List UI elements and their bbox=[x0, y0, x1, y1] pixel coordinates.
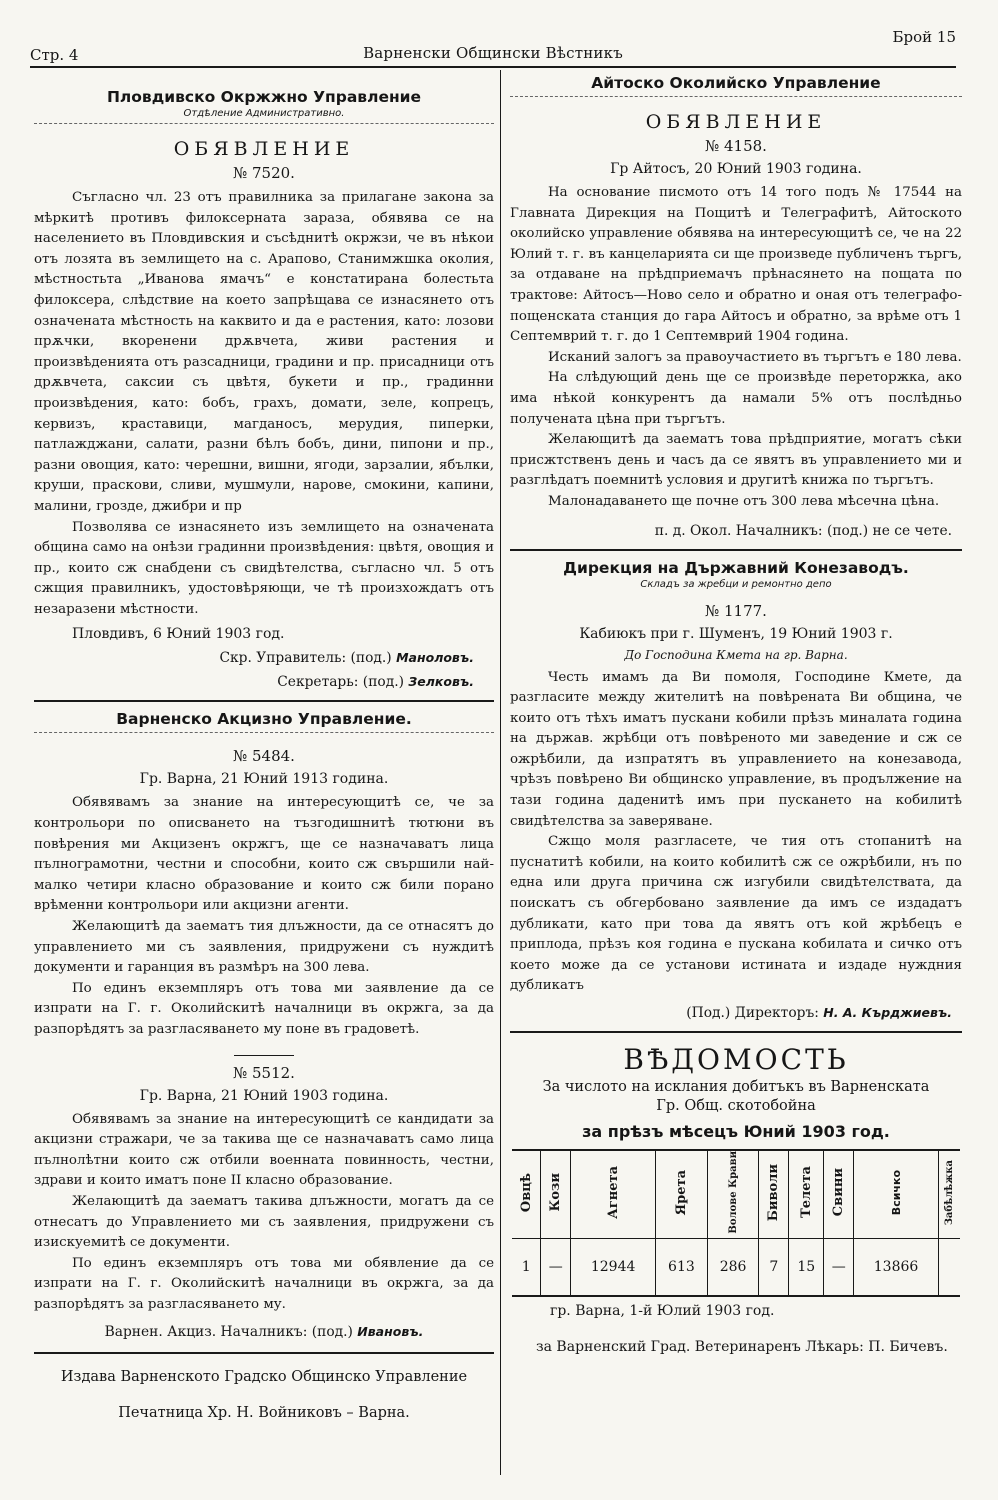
signature: п. д. Окол. Началникъ: (под.) не се чете. bbox=[654, 522, 952, 539]
table-header bbox=[789, 1150, 824, 1238]
header-label: Агнета bbox=[605, 1165, 621, 1219]
paragraph: Честь имамъ да Ви помоля, Господине Кмете, да разгласите между жителитѣ на повѣрената Ви община, че които отъ тѣхъ иматъ пускани кобили прѣзъ миналата година на държав. жрѣбци отъ повѣреното ми заведение и сж се ожрѣбили, да изпратятъ въ управлението на конезавода, чрѣзъ повѣрено Ви общинско управление, въ продължение на тази година даденитѣ имъ при пускането на кобилитѣ свидѣтелства за заверяване. bbox=[510, 669, 962, 829]
table-header bbox=[656, 1150, 708, 1238]
akciz-announcements bbox=[34, 710, 494, 1339]
table-header bbox=[707, 1150, 759, 1238]
signature-role: (Под.) Директоръ: bbox=[686, 1005, 819, 1021]
paragraph: Сжщо моля разгласете, че тия отъ стопанитѣ на пуснатитѣ кобили, на които кобилитѣ сж се ожрѣбили, нъ по една или друга причина сж изгубили свидѣтелствата, да поискатъ съ обгербовано заявление да имъ се издадатъ дубликати, като при това да явятъ отъ кой жрѣбецъ е приплода, прѣзъ коя година е пускана кобилата и сичко отъ което може да се установи истината и издаде нуждния дубликатъ bbox=[510, 834, 962, 994]
left-column bbox=[34, 70, 494, 1428]
header-rule bbox=[30, 66, 956, 68]
announcement-number: № 5512. bbox=[233, 1063, 295, 1082]
signature-name: Зелковъ. bbox=[408, 674, 474, 690]
table-cell: 613 bbox=[656, 1238, 708, 1296]
table-header bbox=[571, 1150, 656, 1238]
section-rule bbox=[34, 700, 494, 702]
announcement-heading: ОБЯВЛЕНИЕ bbox=[645, 111, 827, 133]
table-cell: — bbox=[824, 1238, 854, 1296]
right-column bbox=[510, 70, 962, 1355]
signature-name: Ивановъ. bbox=[357, 1323, 424, 1339]
header-label: Ярета bbox=[673, 1169, 689, 1215]
section-title: Пловдивско Окржжно Управление bbox=[106, 88, 422, 106]
announcement-date: Гр. Варна, 21 Юний 1913 година. bbox=[139, 771, 389, 788]
table-cell: 7 bbox=[759, 1238, 789, 1296]
place-date: Пловдивъ, 6 Юний 1903 год. bbox=[72, 626, 285, 643]
paragraph: Съгласно чл. 23 отъ правилника за прилагане закона за мѣркитѣ противъ филоксерната зараза, обявява се на населението въ Пловдивския и съсѣднитѣ окржзи, че въ нѣкои отъ лозята въ землището на с. Арапово, Станимжшка околия, мѣстностьта „Иванова ямачъ“ е констатирана болестьта филоксера, слѣдствие на което запрѣщава се изнасянето отъ означената мѣстность на каквито и да е растения, като: лозови прѫчки, вкоренени дрѫвчета, живи растения и произвѣденията отъ разсадници, градини и пр. присадници отъ дрѫвчета, саксии съ цвѣтя, букети и пр., градинни произвѣдения, като: бобъ, грахъ, домати, зеле, копрецъ, кервизъ, краставици, магданосъ, мерудия, пиперки, патлажджани, салати, разни бѣлъ бобъ, дини, пипони и пр., разни овощия, като: черешни, вишни, ягоди, зарзалии, ябълки, круши, праскови, сливи, мушмули, нарове, смокини, капини, малини, грозде, джибри и пр bbox=[34, 190, 494, 514]
paragraph: По единъ екземпляръ отъ това ми обявление да се изпрати на Г. г. Околийскитѣ началници въ окржга, за да разпорѣдятъ за разгласяването му. bbox=[34, 1255, 494, 1312]
table-header bbox=[512, 1150, 541, 1238]
signature bbox=[510, 1005, 962, 1021]
table-cell: 15 bbox=[789, 1238, 824, 1296]
issue-number: Брой 15 bbox=[892, 28, 956, 46]
paragraph: Обявявамъ за знание на интересующитѣ се кандидати за акцизни стражари, че за такива ще се назначаватъ само лица пълнолѣтни които сж отбили военната повинность, честни, здрави и които иматъ поне II класно образование. bbox=[34, 1111, 494, 1189]
table-cell: 12944 bbox=[571, 1238, 656, 1296]
section-rule bbox=[510, 1031, 962, 1033]
announcement-number: № 5484. bbox=[233, 747, 295, 766]
table-cell bbox=[938, 1238, 960, 1296]
table-header bbox=[824, 1150, 854, 1238]
table-cell: 286 bbox=[707, 1238, 759, 1296]
letter-number: № 1177. bbox=[705, 601, 767, 620]
wavy-rule bbox=[34, 732, 494, 733]
section-subtitle: Отдѣление Административно. bbox=[183, 108, 345, 119]
section-rule bbox=[34, 1352, 494, 1354]
header-label: Всичко bbox=[889, 1169, 903, 1215]
table-row bbox=[512, 1238, 960, 1296]
section-rule bbox=[510, 549, 962, 551]
letter-addressee: До Господина Кмета на гр. Варна. bbox=[624, 647, 848, 662]
announcement-date: Гр. Варна, 21 Юний 1903 година. bbox=[139, 1087, 389, 1104]
section-subtitle: Складъ за жребци и ремонтно депо bbox=[640, 578, 832, 590]
page-header bbox=[30, 24, 956, 64]
newspaper-title: Варненски Общински Вѣстникъ bbox=[363, 44, 623, 62]
table-cell: 13866 bbox=[854, 1238, 939, 1296]
report-signature: за Варненский Град. Ветеринаренъ Лѣкарь: П. Бичевъ. bbox=[536, 1338, 948, 1355]
table-header bbox=[759, 1150, 789, 1238]
section-title: Айтоско Околийско Управление bbox=[591, 74, 881, 92]
signature-name: Маноловъ. bbox=[396, 650, 474, 666]
signature bbox=[34, 674, 484, 690]
aitos-announcement bbox=[510, 74, 962, 539]
announcement-date: Гр Айтосъ, 20 Юний 1903 година. bbox=[610, 161, 862, 177]
paragraph: Желающитѣ да заематъ такива длъжности, могатъ да се отнесатъ до Управлението ми съ заявления, придружени съ изискуемитѣ се документи. bbox=[34, 1193, 494, 1251]
announcement-number: № 7520. bbox=[233, 164, 295, 182]
table-header-row bbox=[512, 1150, 960, 1238]
signature-role: Секретарь: (под.) bbox=[277, 674, 404, 691]
signature bbox=[34, 650, 484, 666]
publisher-line: Издава Варненското Градско Общинско Управление bbox=[60, 1368, 468, 1385]
column-divider bbox=[500, 70, 501, 1475]
printer-line: Печатница Хр. Н. Войниковъ – Варна. bbox=[118, 1404, 410, 1421]
paragraph: На основание писмото отъ 14 того подъ № 17544 на Главната Дирекция на Пощитѣ и Телеграфитѣ, Айтоското околийско управление обявява на интересующитѣ се, че на 22 Юлий т. г. въ канцеларията си ще произведе публиченъ търгъ, за отдаване на прѣдприемачъ прѣнасянето на пощата по трактове: Айтосъ—Ново село и обратно и оная отъ телеграфо-пощенската станция до гара Айтосъ и обратно, за врѣме отъ 1 Септемврий т. г. до 1 Септемврий 1904 година. bbox=[510, 185, 962, 345]
table-header bbox=[938, 1150, 960, 1238]
table-cell: — bbox=[541, 1238, 571, 1296]
page-number: Стр. 4 bbox=[30, 46, 79, 64]
signature bbox=[34, 1324, 494, 1340]
announcement-heading: ОБЯВЛЕНИЕ bbox=[173, 138, 355, 160]
wavy-rule bbox=[510, 96, 962, 97]
header-label: Волове Крави bbox=[727, 1151, 739, 1234]
section-title: Варненско Акцизно Управление. bbox=[116, 710, 412, 729]
table-header bbox=[854, 1150, 939, 1238]
paragraph: Позволява се изнасянето изъ землището на означената община само на онѣзи градинни произвѣдения: цвѣтя, овощия и пр., които сж снабдени съ свидѣтелства, съгласно чл. 5 отъ сжщия правилникъ, удостовѣряющи, че тѣ произхождатъ отъ незаразени мѣстности. bbox=[34, 519, 494, 617]
paragraph: На слѣдующий день ще се произвѣде переторжка, ако има нѣкой конкурентъ да намали 5% отъ послѣдньо получената цѣна при търгътъ. bbox=[510, 370, 962, 427]
signature-role: Скр. Управитель: (под.) bbox=[219, 650, 392, 667]
signature-role: Варнен. Акциз. Началникъ: (под.) bbox=[104, 1323, 353, 1340]
livestock-table bbox=[512, 1149, 960, 1297]
header-label: Биволи bbox=[766, 1163, 782, 1221]
short-rule bbox=[234, 1055, 294, 1056]
paragraph: По единъ екземпляръ отъ това ми заявление да се изпрати на Г. г. Околийскитѣ началници въ окржга, за да разпорѣдятъ за разгласяването му поне въ градоветѣ. bbox=[34, 980, 494, 1037]
paragraph: Желающитѣ да заематъ това прѣдприятие, могатъ сѣки присжтственъ день и часъ да се явятъ въ управлението ми и разглѣдатъ поемнитѣ условия и другитѣ книжа по търгътъ. bbox=[510, 432, 962, 489]
header-label: Забѣлѣжка bbox=[943, 1159, 955, 1225]
signature-name: Н. А. Кърджиевъ. bbox=[823, 1005, 952, 1020]
vedomost-report bbox=[510, 1043, 962, 1355]
konezavod-letter bbox=[510, 559, 962, 1022]
plovdiv-announcement bbox=[34, 88, 494, 690]
report-title: ВѢДОМОСТЬ bbox=[623, 1043, 849, 1076]
paragraph: Обявявамъ за знание на интересующитѣ се, че за контрольори по описването на тъзгодишнитѣ тютюни въ повѣрения ми Акцизенъ окржгъ, ще се назначаватъ лица пълнограмотни, честни и способни, които сж свършили най-малко четири класно образование и които сж били порано врѣменни контрольори или акцизни агенти. bbox=[34, 795, 494, 914]
paragraph: Желающитѣ да заематъ тия длъжности, да се отнасятъ до управлението ми съ заявления, придружени съ нуждитѣ документи и гаранция въ размѣръ на 300 лева. bbox=[34, 919, 494, 976]
letter-date: Кабиюкъ при г. Шуменъ, 19 Юний 1903 г. bbox=[579, 625, 893, 642]
table-cell: 1 bbox=[512, 1238, 541, 1296]
paragraph: Малонадаването ще почне отъ 300 лева мѣсечна цѣна. bbox=[548, 493, 940, 509]
paragraph: Исканий залогъ за правоучастието въ търгътъ е 180 лева. bbox=[548, 349, 962, 365]
header-label: Свини bbox=[831, 1168, 847, 1217]
header-label: Овцѣ bbox=[518, 1172, 534, 1212]
announcement-number: № 4158. bbox=[705, 137, 767, 155]
wavy-rule bbox=[34, 123, 494, 124]
report-period: за прѣзъ мѣсецъ Юний 1903 год. bbox=[582, 1122, 890, 1141]
header-label: Телета bbox=[798, 1166, 814, 1219]
report-subtitle: За числото на исклания добитъкъ въ Варненската bbox=[542, 1079, 930, 1095]
report-subtitle: Гр. Общ. скотобойна bbox=[656, 1098, 816, 1114]
table-header bbox=[541, 1150, 571, 1238]
report-place-date: гр. Варна, 1-й Юлий 1903 год. bbox=[550, 1302, 775, 1319]
header-label: Кози bbox=[548, 1173, 564, 1212]
section-title: Дирекция на Държавний Конезаводъ. bbox=[563, 558, 909, 577]
